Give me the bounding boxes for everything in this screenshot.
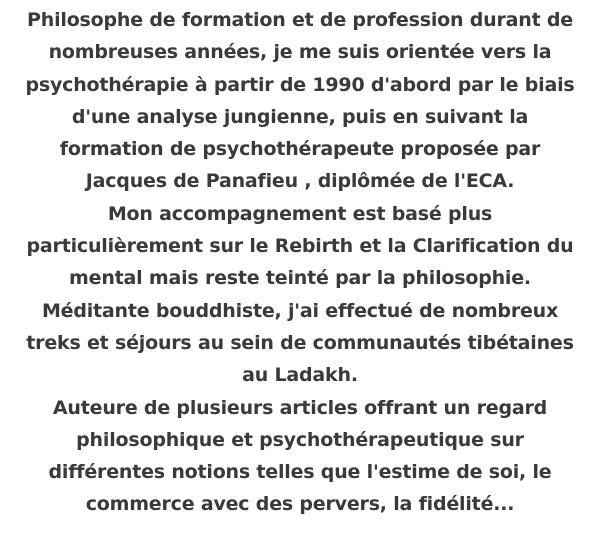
bio-line: mental mais reste teinté par la philosophie. [69,267,531,290]
bio-line: psychothérapie à partir de 1990 d'abord par le biais [25,73,575,96]
bio-line: au Ladakh. [242,364,358,387]
bio-line: Philosophe de formation et de profession durant de [27,9,573,31]
bio-line: Auteure de plusieurs articles offrant un regard [52,396,548,419]
bio-line: Méditante bouddhiste, j'ai effectué de nombreux [41,299,559,322]
bio-line: différentes notions telles que l'estime de soi, le [48,461,552,484]
bio-line: nombreuses années, je me suis orientée vers la [48,41,552,64]
bio-text-block [0,4,600,521]
bio-line: Jacques de Panafieu , diplômée de l'ECA. [85,170,515,193]
bio-line: treks et séjours au sein de communautés tibétaines [26,331,574,354]
bio-line: commerce avec des pervers, la fidélité... [85,493,515,516]
bio-line: philosophique et psychothérapeutique sur [76,428,524,451]
bio-line: d'une analyse jungienne, puis en suivant la [71,105,529,128]
bio-line: formation de psychothérapeute proposée par [59,138,541,161]
bio-line: particulièrement sur le Rebirth et la Clarification du [26,235,574,258]
bio-line: Mon accompagnement est basé plus [107,202,493,225]
